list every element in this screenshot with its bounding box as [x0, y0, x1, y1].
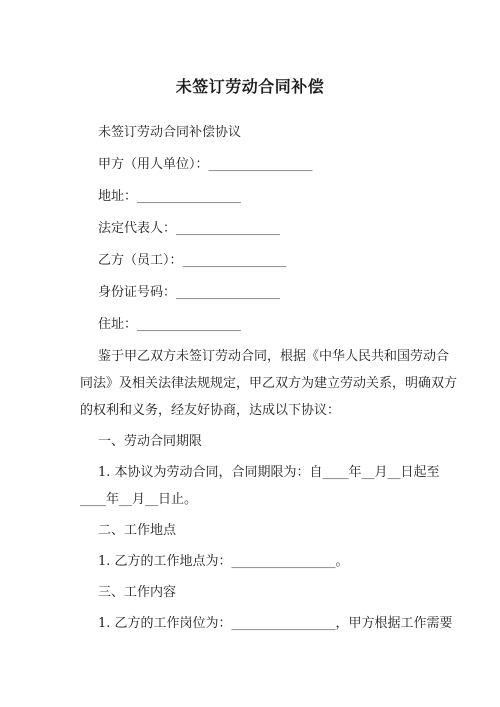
- section-1-heading: 一、劳动合同期限: [98, 434, 203, 449]
- section-2-heading: 二、工作地点: [98, 523, 177, 538]
- section-3-item-1: 1. 乙方的工作岗位为：________________，甲方根据工作需要: [98, 616, 453, 631]
- preamble-line-3: 的权利和义务，经友好协商，达成以下协议：: [80, 403, 341, 418]
- party-b-line: 乙方（员工）：________________: [98, 253, 287, 268]
- legal-rep-line: 法定代表人：________________: [98, 221, 281, 236]
- id-number-line: 身份证号码：________________: [98, 285, 281, 300]
- party-a-line: 甲方（用人单位）：________________: [98, 157, 313, 172]
- section-1-item-1-line-2: ____年__月__日止。: [80, 492, 198, 507]
- agreement-subtitle: 未签订劳动合同补偿协议: [98, 125, 242, 140]
- section-3-heading: 三、工作内容: [98, 585, 177, 600]
- address-b-line: 住址：________________: [98, 317, 242, 332]
- section-2-item-1: 1. 乙方的工作地点为：________________。: [98, 554, 349, 569]
- address-a-line: 地址：________________: [98, 189, 242, 204]
- preamble-line-1: 鉴于甲乙双方未签订劳动合同，根据《中华人民共和国劳动合: [98, 349, 450, 364]
- section-1-item-1-line-1: 1. 本协议为劳动合同，合同期限为：自____年__月__日起至: [98, 465, 440, 480]
- document-title: 未签订劳动合同补偿: [175, 77, 325, 96]
- preamble-line-2: 同法》及相关法律法规规定，甲乙双方为建立劳动关系，明确双方: [80, 376, 458, 391]
